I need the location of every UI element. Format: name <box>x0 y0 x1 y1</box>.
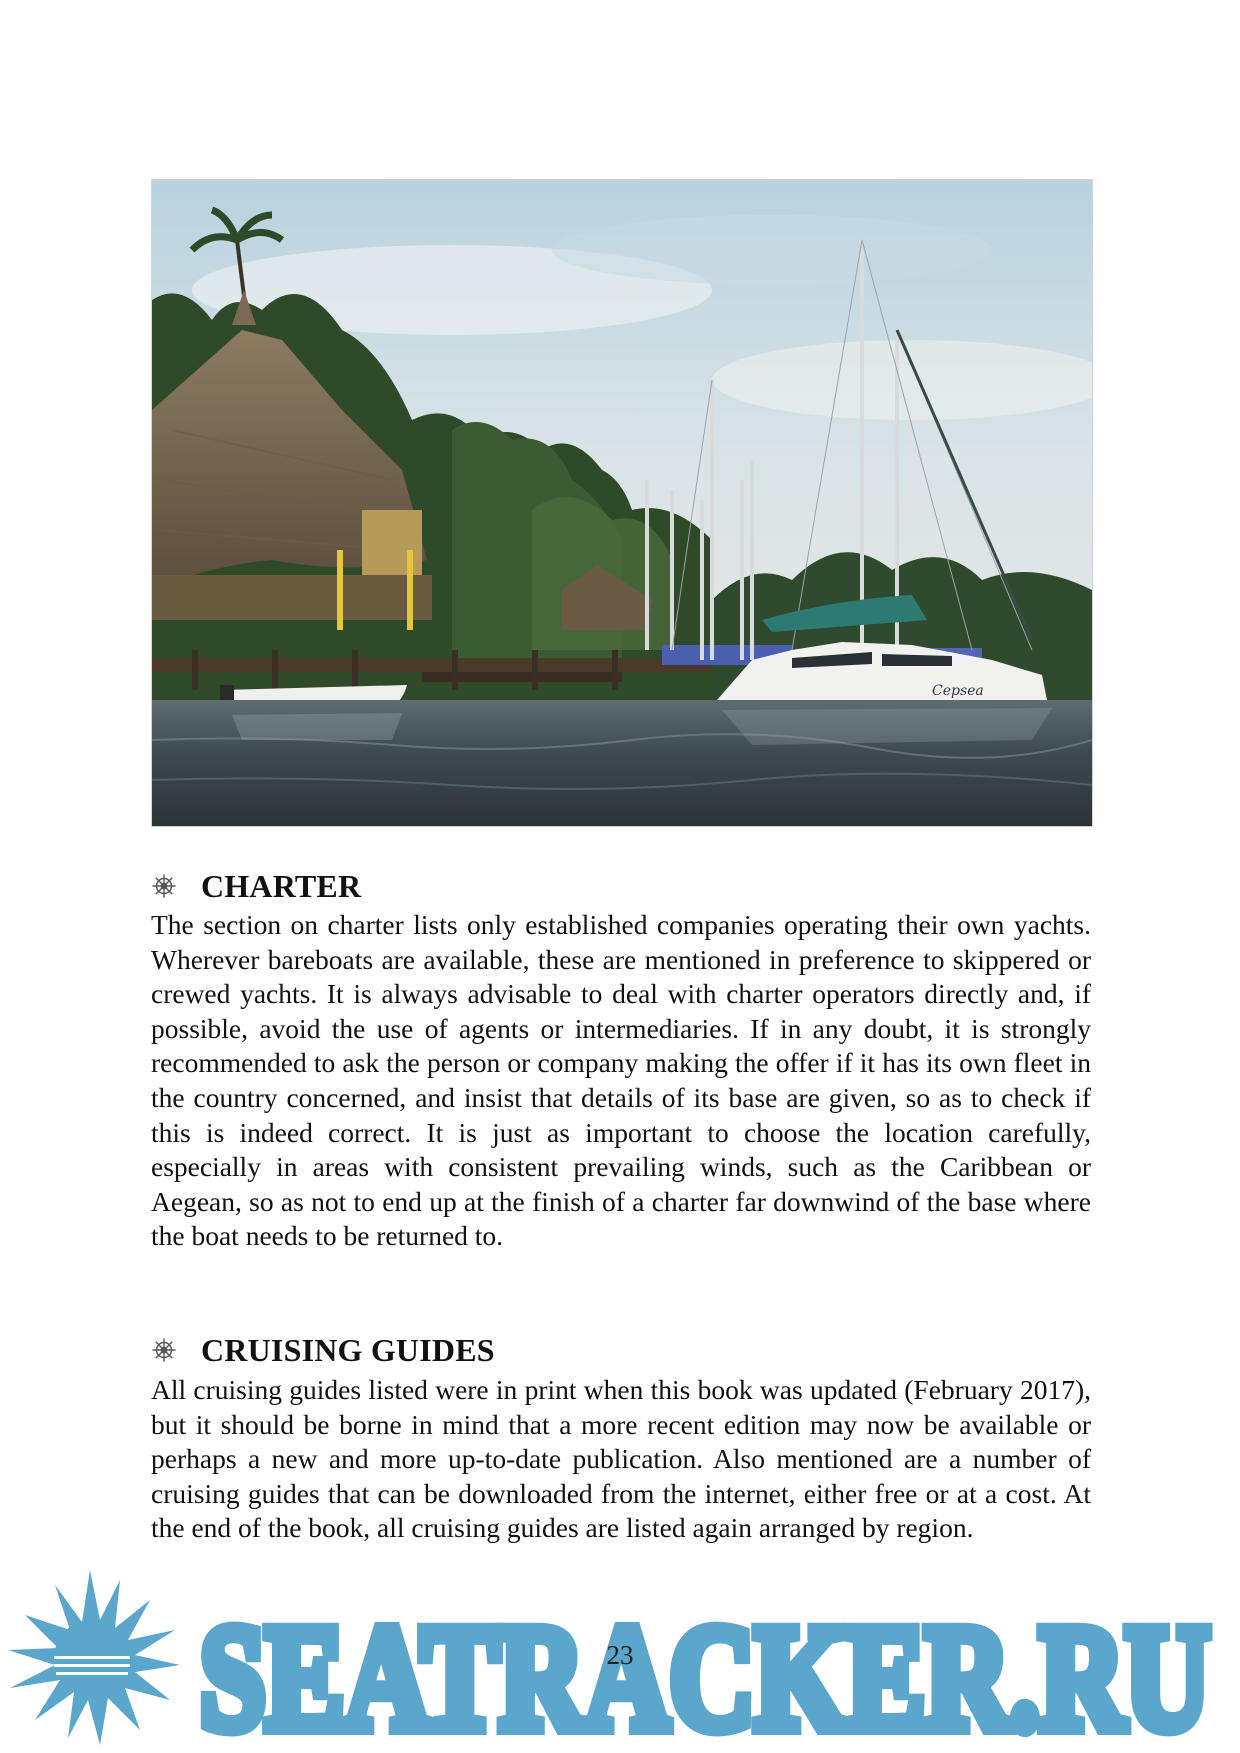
watermark-text: SEATRACKER.RU <box>200 1595 1210 1753</box>
harbor-photo-drawing <box>152 180 1092 826</box>
charter-paragraph: The section on charter lists only established companies operating their own yachts. Wherever bareboats are available, these are mentioned in preference to skippered or crewed yachts. It is always advisable to deal with charter operators directly and, if possible, avoid the use of agents or intermediaries. If in any doubt, it is strongly recommended to ask the person or company making the offer if it has its own fleet in the country concerned, and insist that details of its base are given, so as to check if this is indeed correct. It is just as important to choose the location carefully, especially in areas with consistent prevailing winds, such as the Caribbean or Aegean, so as not to end up at the finish of a charter far downwind of the base where the boat needs to be returned to. <box>151 909 1091 1252</box>
ship-wheel-icon <box>151 1337 177 1363</box>
charter-heading <box>151 866 361 906</box>
charter-heading-title: CHARTER <box>201 867 362 904</box>
watermark-text-outline: SEATRACKER.RU <box>200 1595 1210 1753</box>
cruising-guides-paragraph: All cruising guides listed were in print when this book was updated (February 2017), but it should be borne in mind that a more recent edition may now be available or perhaps a new and more up-to-date publication. Also mentioned are a number of cruising guides that can be downloaded from the internet, either free or at a cost. At the end of the book, all cruising guides are listed again arranged by region. <box>151 1374 1091 1544</box>
harbor-photo <box>151 179 1093 827</box>
boat-name-label: Cepsea <box>932 683 984 699</box>
ship-wheel-icon <box>151 873 177 899</box>
cruising-guides-heading-title: CRUISING GUIDES <box>201 1331 495 1368</box>
page-number: 23 <box>606 1640 634 1670</box>
cruising-guides-heading <box>151 1330 495 1370</box>
